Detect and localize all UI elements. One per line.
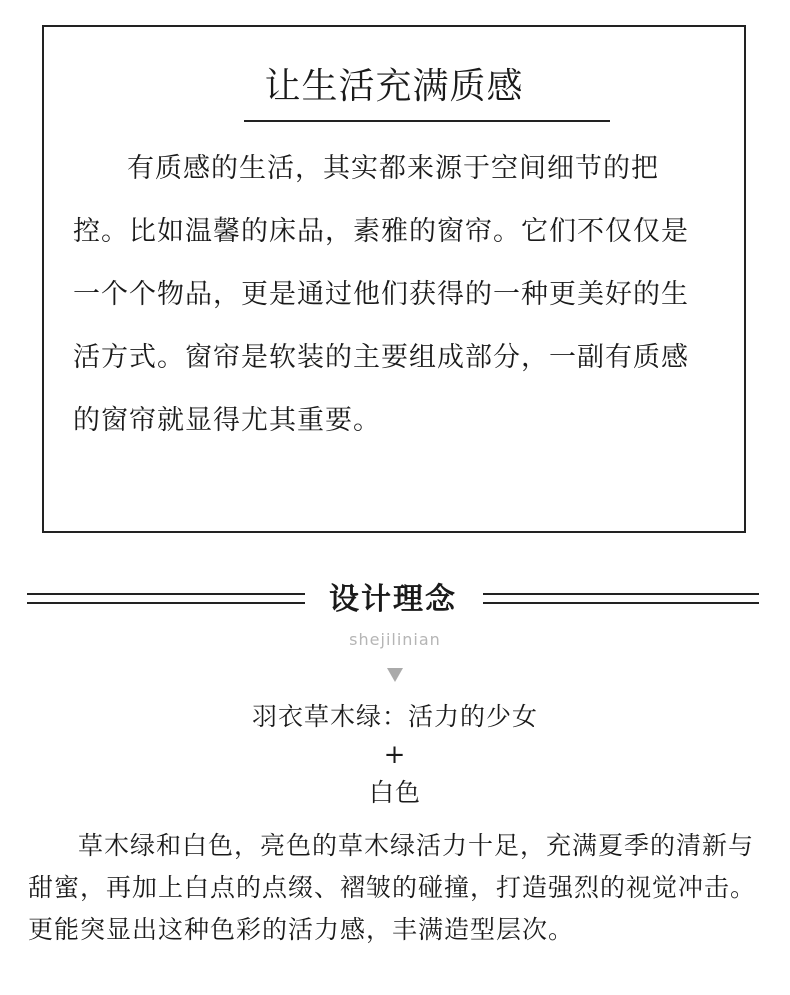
intro-paragraph: 有质感的生活，其实都来源于空间细节的把控。比如温馨的床品，素雅的窗帘。它们不仅仅是一个个物品，更是通过他们获得的一种更美好的生活方式。窗帘是软装的主要组成部分，一副有质感的窗帘就显得尤其重要。: [73, 153, 689, 436]
section-divider-right: [483, 593, 759, 604]
intro-box: [42, 25, 746, 533]
down-arrow-icon: [387, 668, 403, 682]
section-pinyin: shejilinian: [349, 630, 441, 649]
color-combo-primary: 羽衣草木绿：活力的少女: [251, 702, 538, 731]
color-combo-secondary: 白色: [368, 778, 421, 807]
color-combo-plus: +: [383, 740, 407, 770]
section-title: 设计理念: [329, 582, 457, 617]
design-description: 草木绿和白色，亮色的草木绿活力十足，充满夏季的清新与甜蜜，再加上白点的点缀、褶皱的碰撞，打造强烈的视觉冲击。更能突显出这种色彩的活力感，丰满造型层次。: [28, 831, 757, 944]
intro-title: 让生活充满质感: [264, 66, 524, 107]
intro-title-underline: [244, 120, 610, 122]
section-header: [27, 578, 759, 626]
